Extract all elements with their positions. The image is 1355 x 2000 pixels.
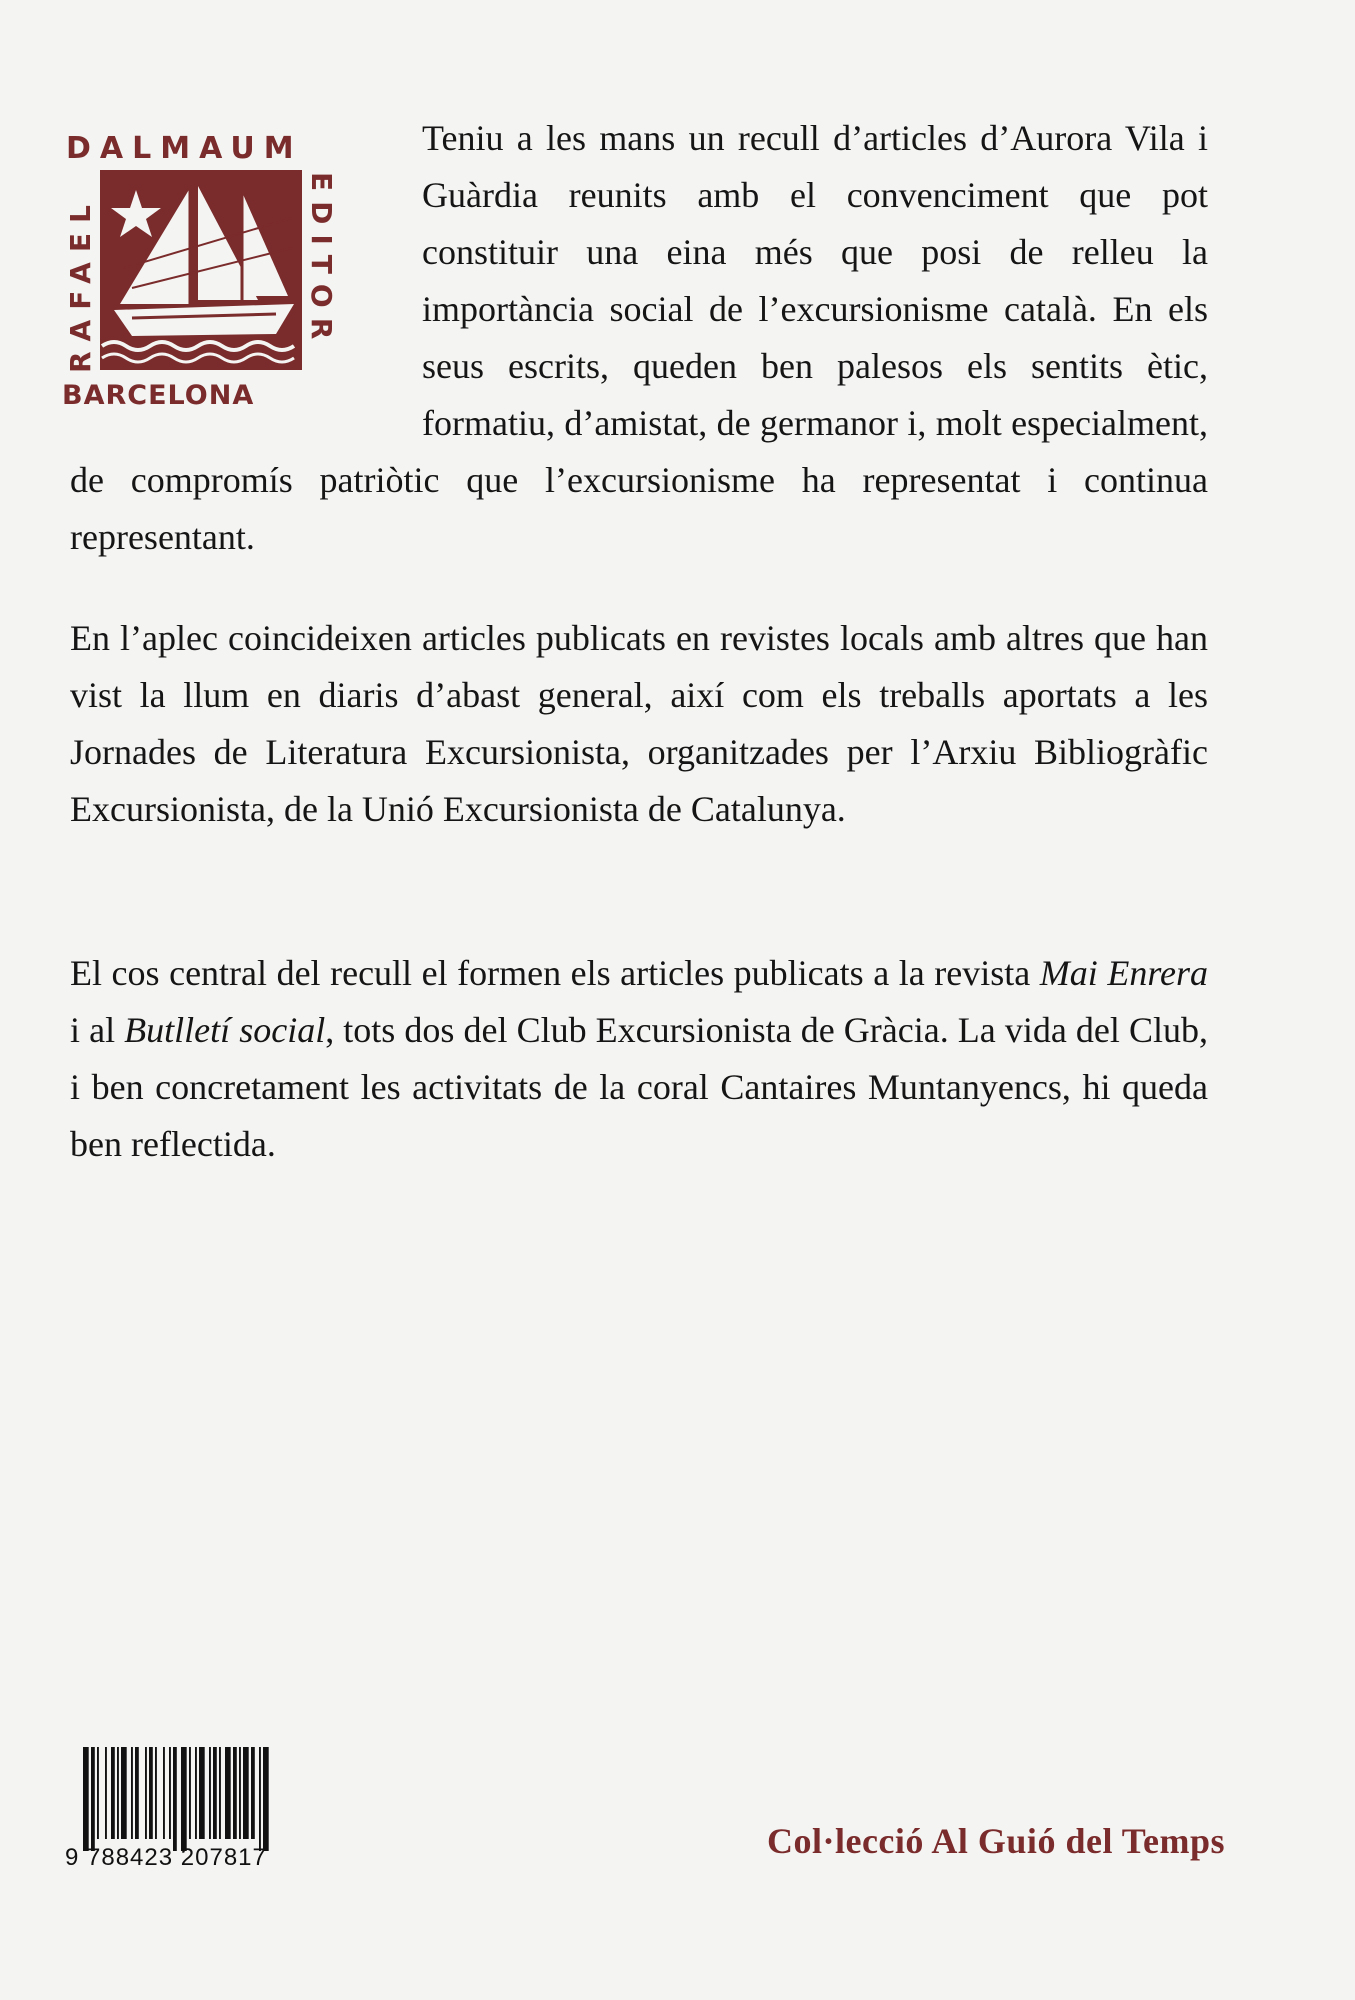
barcode-bar	[155, 1747, 157, 1839]
barcode-bar	[243, 1747, 249, 1839]
barcode-bar	[233, 1747, 237, 1839]
logo-bottom-text: BARCELONA	[62, 380, 255, 408]
barcode-bar	[181, 1747, 187, 1851]
isbn-barcode	[65, 1747, 375, 1857]
collection-title: Col·lecció Al Guió del Temps	[766, 1821, 1225, 1861]
barcode-bar	[97, 1747, 99, 1839]
logo-left-text: RAFAEL	[64, 195, 97, 373]
barcode-bar	[195, 1747, 197, 1839]
barcode-bar	[111, 1747, 115, 1839]
isbn-number: 9 788423 207817	[65, 1844, 267, 1871]
bulletin-title: Butlletí social	[124, 1010, 326, 1050]
paragraph-1	[70, 110, 1208, 566]
barcode-bar	[209, 1747, 211, 1839]
barcode-bar	[163, 1747, 165, 1839]
barcode-bar	[173, 1747, 177, 1851]
barcode-bar	[131, 1747, 133, 1839]
barcode-bar	[259, 1747, 261, 1851]
barcode-bar	[251, 1747, 255, 1839]
paragraph-3-text-c: , tots dos del Club Excursionista de Gràcia. La vida del Club, i ben concretament les activitats de la coral Cantaires Muntanyencs, hi queda ben reflectida.	[70, 1010, 1208, 1164]
logo-right-text: EDITOR	[305, 172, 338, 350]
barcode-bar	[239, 1747, 241, 1839]
barcode-bar	[219, 1747, 221, 1839]
paragraph-3	[70, 945, 1208, 1173]
barcode-bar	[135, 1747, 139, 1839]
barcode-bar	[213, 1747, 217, 1839]
paragraph-3-text-b: i al	[70, 1010, 125, 1050]
barcode-bar	[189, 1747, 191, 1839]
barcode-bar	[105, 1747, 107, 1839]
barcode-bar	[145, 1747, 147, 1839]
barcode-bar	[121, 1747, 127, 1839]
paragraph-1-text: Teniu a les mans un recull d’articles d’Aurora Vila i Guàrdia reunits amb el convenciment que pot constituir una eina més que posi de relleu la importància social de l’excursionisme català. En els seus escrits, queden ben palesos els sentits ètic, formatiu, d’amistat, de germanor i, molt especialment, de compromís patriòtic que l’excursionisme ha representat i continua representant.	[70, 118, 1208, 557]
barcode-bar	[263, 1747, 269, 1851]
paragraph-2	[70, 610, 1208, 838]
barcode-bar	[199, 1747, 205, 1839]
barcode-bar	[83, 1747, 89, 1851]
barcode-bar	[91, 1747, 95, 1851]
barcode-bar	[169, 1747, 171, 1839]
paragraph-3-text	[70, 945, 1208, 1173]
barcode-bar	[149, 1747, 153, 1839]
paragraph-2-text: En l’aplec coincideixen articles publicats en revistes locals amb altres que han vist la llum en diaris d’abast general, així com els treballs aportats a les Jornades de Literatura Excursionista, organitzades per l’Arxiu Bibliogràfic Excursionista, de la Unió Excursionista de Catalunya.	[70, 618, 1208, 829]
magazine-title-mai-enrera: Mai Enrera	[1039, 953, 1208, 993]
barcode-bar	[117, 1747, 119, 1839]
barcode-bar	[225, 1747, 231, 1839]
paragraph-3-text-a: El cos central del recull el formen els articles publicats a la revista	[70, 953, 1040, 993]
logo-top-text: DALMAUM	[66, 131, 303, 166]
